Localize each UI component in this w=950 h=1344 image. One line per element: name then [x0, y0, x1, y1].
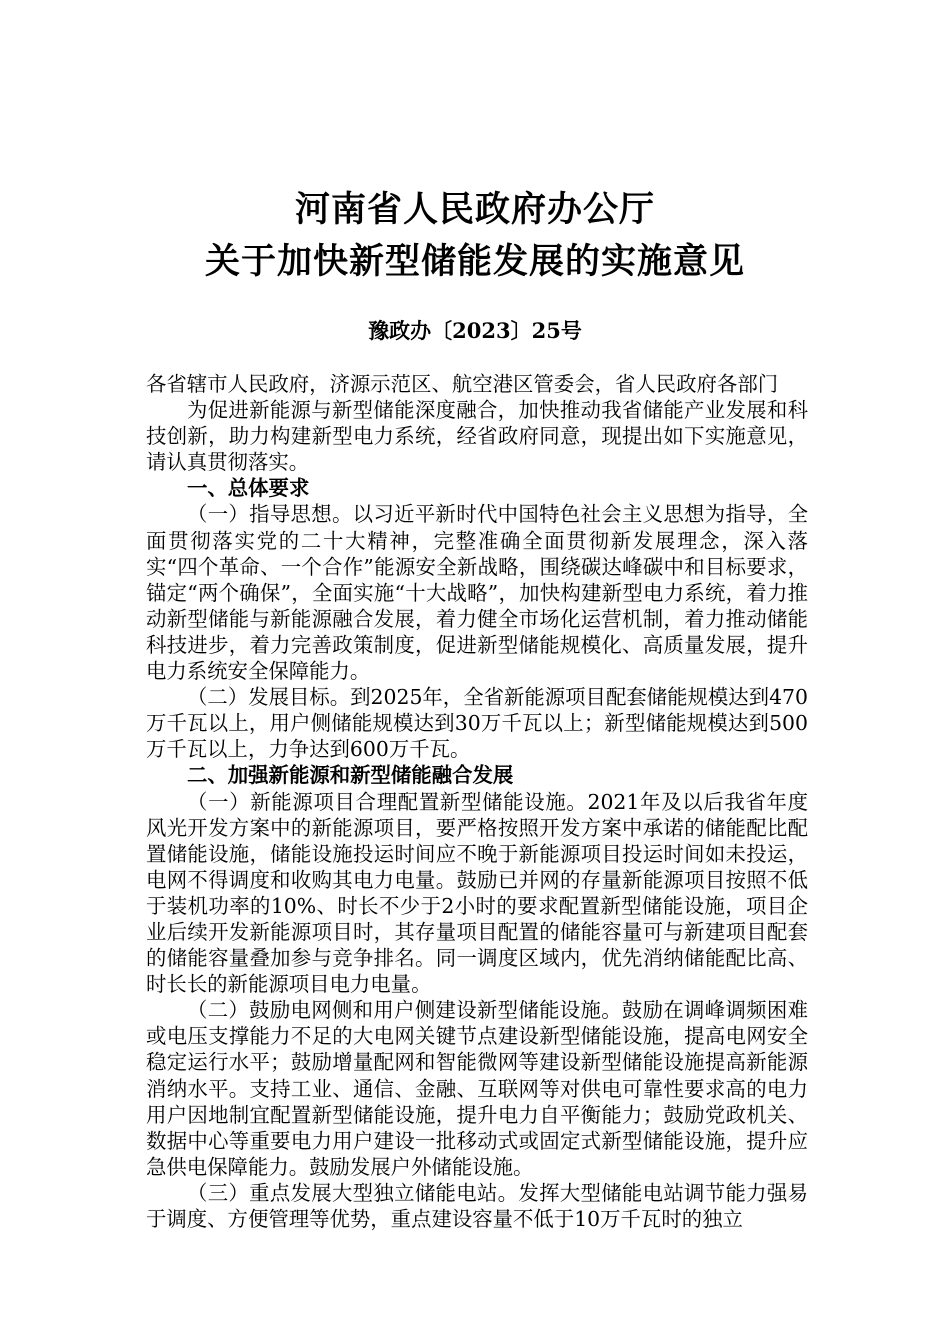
paragraph-independent-stations: （三）重点发展大型独立储能电站。发挥大型储能电站调节能力强易于调度、方便管理等优势，重点建设容量不低于10万千瓦时的独立: [146, 1180, 808, 1231]
section-heading-2: 二、加强新能源和新型储能融合发展: [187, 763, 514, 788]
salutation: 各省辖市人民政府，济源示范区、航空港区管委会，省人民政府各部门: [146, 372, 779, 396]
intro-paragraph: 为促进新能源与新型储能深度融合，加快推动我省储能产业发展和科技创新，助力构建新型电力系统，经省政府同意，现提出如下实施意见，请认真贯彻落实。: [146, 398, 808, 475]
document-number: 豫政办〔2023〕25号: [368, 318, 582, 343]
document-title-line1: 河南省人民政府办公厅: [294, 189, 655, 230]
document-title-line2: 关于加快新型储能发展的实施意见: [204, 241, 745, 282]
paragraph-grid-user-storage: （二）鼓励电网侧和用户侧建设新型储能设施。鼓励在调峰调频困难或电压支撑能力不足的大电网关键节点建设新型储能设施，提高电网安全稳定运行水平；鼓励增量配网和智能微网等建设新型储能设施提高新能源消纳水平。支持工业、通信、金融、互联网等对供电可靠性要求高的电力用户因地制宜配置新型储能设施，提升电力自平衡能力；鼓励党政机关、数据中心等重要电力用户建设一批移动式或固定式新型储能设施，提升应急供电保障能力。鼓励发展户外储能设施。: [146, 998, 808, 1179]
section-heading-1: 一、总体要求: [187, 476, 310, 501]
paragraph-new-energy-storage: （一）新能源项目合理配置新型储能设施。2021年及以后我省年度风光开发方案中的新能源项目，要严格按照开发方案中承诺的储能配比配置储能设施，储能设施投运时间应不晚于新能源项目投运时间如未投运，电网不得调度和收购其电力电量。鼓励已并网的存量新能源项目按照不低于装机功率的10%、时长不少于2小时的要求配置新型储能设施，项目企业后续开发新能源项目时，其存量项目配置的储能容量可与新建项目配套的储能容量叠加参与竞争排名。同一调度区域内，优先消纳储能配比高、时长长的新能源项目电力电量。: [146, 789, 808, 997]
document-body: [146, 371, 808, 1232]
paragraph-guiding-ideology: （一）指导思想。以习近平新时代中国特色社会主义思想为指导，全面贯彻落实党的二十大精神，完整准确全面贯彻新发展理念，深入落实“四个革命、一个合作”能源安全新战略，围绕碳达峰碳中和目标要求，锚定“两个确保”，全面实施“十大战略”，加快构建新型电力系统，着力推动新型储能与新能源融合发展，着力健全市场化运营机制，着力推动储能科技进步，着力完善政策制度，促进新型储能规模化、高质量发展，提升电力系统安全保障能力。: [146, 502, 808, 684]
paragraph-development-goals: （二）发展目标。到2025年，全省新能源项目配套储能规模达到470万千瓦以上，用户侧储能规模达到30万千瓦以上；新型储能规模达到500万千瓦以上，力争达到600万千瓦。: [146, 685, 808, 762]
